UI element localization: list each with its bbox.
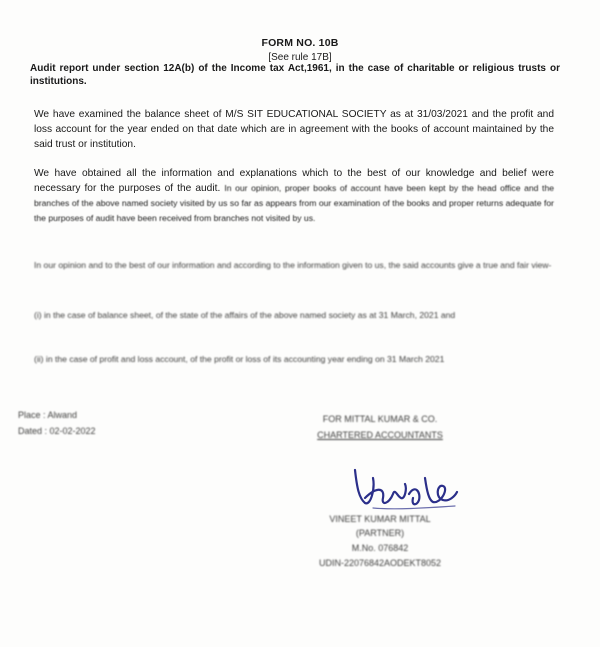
form-subtitle: Audit report under section 12A(b) of the Income tax Act,1961, in the case of charitable or religious trusts or institutions.: [30, 63, 560, 87]
paragraph-profit-loss: (ii) in the case of profit and loss account, of the profit or loss of its accounting year ending on 31 March 2021: [34, 354, 445, 364]
partner-role: (PARTNER): [355, 528, 405, 538]
partner-name: VINEET KUMAR MITTAL: [329, 514, 431, 524]
firm-designation: CHARTERED ACCOUNTANTS: [317, 430, 443, 440]
firm-name: FOR MITTAL KUMAR & CO.: [322, 414, 438, 424]
date-label: Dated : 02-02-2022: [18, 426, 96, 436]
form-rule: [See rule 17B]: [268, 52, 332, 63]
paragraph-examination: We have examined the balance sheet of M/S SIT EDUCATIONAL SOCIETY as at 31/03/2021 and the profit and loss account for the year ended on that date which are in agreement with the books of account maintained by the said trust or institution.: [34, 109, 554, 150]
paragraph-information-blurred: In our opinion, proper books of account have been kept by the head office and the branches of the above named society visited by us so far as appears from our examination of the books and proper returns adequate for the purposes of audit have been received from branches not visited by us.: [34, 183, 554, 223]
place-label: Place : Alwand: [18, 410, 78, 420]
paragraph-opinion: In our opinion and to the best of our information and according to the information given to us, the said accounts give a true and fair view-: [34, 260, 552, 270]
form-title: FORM NO. 10B: [261, 37, 339, 49]
paragraph-balance-sheet: (i) in the case of balance sheet, of the state of the affairs of the above named society as at 31 March, 2021 and: [34, 310, 456, 320]
signature-image: [345, 448, 465, 518]
membership-number: M.No. 076842: [351, 543, 409, 553]
paragraph-information: [34, 166, 554, 226]
udin-number: UDIN-22076842AODEKT8052: [318, 558, 442, 568]
paragraph-information-clear: We have obtained all the information and explanations which to the best of our knowledge and belief were necessary for the purposes of the audit.: [34, 168, 554, 194]
